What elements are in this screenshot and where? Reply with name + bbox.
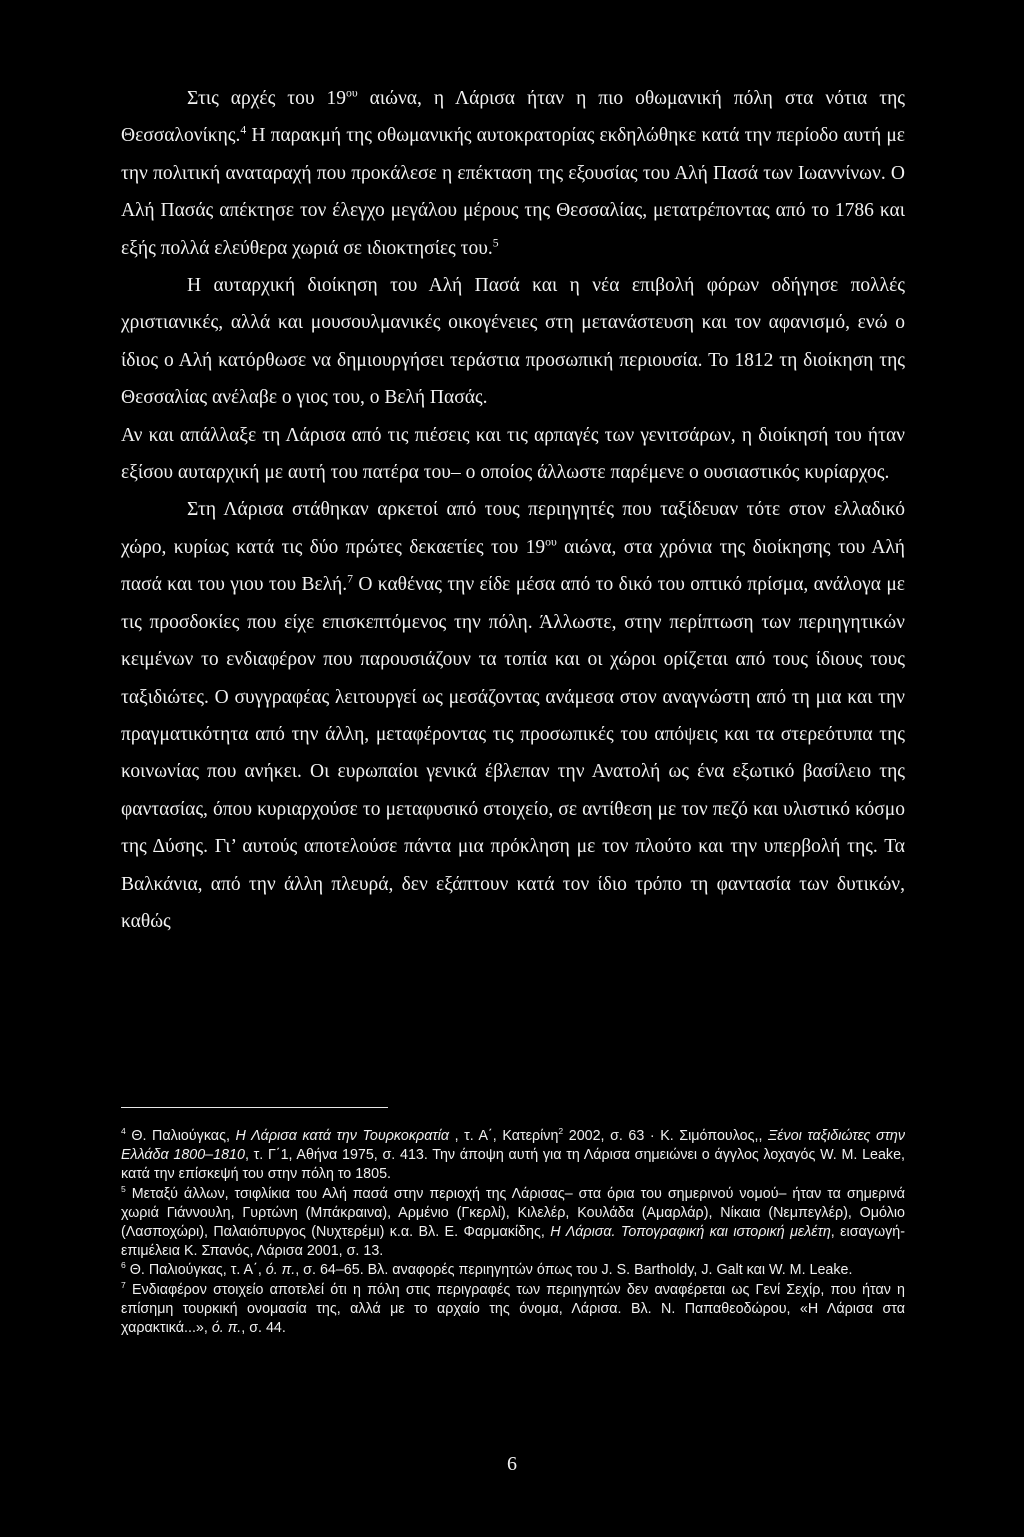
footnote-text: 2002, σ. 63 · Κ. Σιμόπουλος,, — [563, 1128, 768, 1144]
footnote-6 — [121, 1261, 905, 1280]
footnote-number: 6 — [121, 1260, 126, 1271]
paragraph-1-text: Η παρακμή της οθωμανικής αυτοκρατορίας εκδηλώθηκε κατά την περίοδο αυτή με την πολιτική αναταραχή που προκάλεσε η επέκταση της εξουσίας του Αλή Πασά των Ιωαννίνων. Ο Αλή Πασάς απέκτησε τον έλεγχο μεγάλου μέρους της Θεσσαλίας, μετατρέποντας από το 1786 και εξής πολλά ελεύθερα χωριά σε ιδιοκτησίες του. — [121, 125, 905, 259]
edition-superscript: 2 — [558, 1126, 564, 1137]
footnotes — [121, 1127, 905, 1338]
body-text — [121, 80, 905, 940]
footnote-number: 5 — [121, 1183, 126, 1194]
footnote-text: Θ. Παλιούγκας, τ. Α΄, — [125, 1262, 266, 1279]
footnote-text: , σ. 64–65. Βλ. αναφορές περιηγητών όπως του J. S. Bartholdy, J. Galt και W. M. Leake. — [295, 1262, 853, 1279]
footnote-text: Μεταξύ άλλων, τσιφλίκια του Αλή πασά στην περιοχή της Λάρισας– στα όρια του σημερινού νομού– ήταν τα σημερινά χωριά Γιάννουλη, Γυρτώνη (Μπάκραινα), Αρμένιο (Γκερλί), Κιλελέρ, Κουλάδα (Αμαρλάρ), Νίκαια (Νεμπεγλέρ), Ομόλιο (Λασποχώρι), Παλαιόπυργος (Νυχτερέμι) κ.α. Βλ. Ε. Φαρμακίδης, — [121, 1185, 905, 1241]
footnote-divider — [121, 1107, 388, 1108]
footnote-number: 4 — [121, 1126, 126, 1137]
cited-title: Ξένοι ταξιδιώτες στην Ελλάδα 1800–1810 — [121, 1128, 906, 1164]
paragraph-2: Η αυταρχική διοίκηση του Αλή Πασά και η νέα επιβολή φόρων οδήγησε πολλές χριστιανικές, αλλά και μουσουλμανικές οικογένειες στη μετανάστευση και τον αφανισμό, ενώ ο ίδιος ο Αλή κατόρθωσε να δημιουργήσει τεράστια προσωπική περιουσία. Το 1812 τη διοίκηση της Θεσσαλίας ανέλαβε ο γιος του, ο Βελή Πασάς. — [121, 275, 905, 409]
ordinal-superscript: ου — [346, 86, 358, 100]
footnote-text: , τ. Γ΄1, Αθήνα 1975, σ. 413. Την άποψη αυτή για τη Λάρισα σημειώνει ο άγγλος λοχαγός W. M. Leake, κατά την επίσκεψή του στην πόλη το 1805. — [121, 1147, 905, 1183]
footnote-text: Θ. Παλιούγκας, — [125, 1128, 236, 1144]
paragraph-4 — [121, 491, 905, 940]
footnote-ref-5: 5 — [492, 236, 499, 250]
paragraph-3: Αν και απάλλαξε τη Λάρισα από τις πιέσεις και τις αρπαγές των γενιτσάρων, η διοίκησή του ήταν εξίσου αυταρχική με αυτή του πατέρα του– ο οποίος άλλωστε παρέμενε ο ουσιαστικός κυρίαρχος. — [121, 424, 905, 484]
footnote-ref-7: 7 — [347, 572, 353, 586]
cited-title: Η Λάρισα κατά την Τουρκοκρατία — [235, 1128, 450, 1144]
paragraph-4-text: αιώνα, στα χρόνια της διοίκησης του Αλή πασά και του γιου του Βελή. — [121, 536, 905, 596]
paragraph-4-text: Στη Λάρισα στάθηκαν αρκετοί από τους περιηγητές που ταξίδευαν τότε στον ελλαδικό χώρο, κυρίως κατά τις δύο πρώτες δεκαετίες του 19 — [121, 499, 905, 558]
ordinal-superscript: ου — [545, 535, 557, 549]
footnote-text: , εισαγωγή- επιμέλεια Κ. Σπανός, Λάρισα 2001, σ. 13. — [121, 1224, 905, 1260]
op-cit: ό. π. — [265, 1262, 296, 1279]
footnote-4 — [121, 1127, 905, 1185]
paragraph-1-text: αιώνα, η Λάρισα ήταν η πιο οθωμανική πόλη στα νότια της Θεσσαλονίκης. — [121, 88, 905, 147]
footnote-number: 7 — [121, 1279, 126, 1290]
paragraph-1-text: Στις αρχές του 19 — [187, 88, 347, 109]
page-number: 6 — [507, 1453, 517, 1475]
cited-title: Η Λάρισα. Τοπογραφική και ιστορική μελέτη — [550, 1224, 831, 1241]
footnote-text: , σ. 44. — [241, 1320, 286, 1337]
op-cit: ό. π. — [211, 1320, 242, 1337]
footnote-5 — [121, 1185, 905, 1262]
paragraph-1 — [121, 80, 905, 267]
footnote-text: Ενδιαφέρον στοιχείο αποτελεί ότι η πόλη στις περιγραφές των περιηγητών δεν αναφέρεται ως Γενί Σεχίρ, που ήταν η επίσημη τουρκική ονομασία της, αλλά με το αρχαίο της όνομα, Λάρισα. Βλ. Ν. Παπαθεοδώρου, «Η Λάρισα στα χαρακτικά...», — [121, 1281, 905, 1337]
footnote-7 — [121, 1281, 905, 1339]
footnote-text: , τ. Α΄, Κατερίνη — [449, 1128, 559, 1144]
paragraph-4-text: Ο καθένας την είδε μέσα από το δικό του οπτικό πρίσμα, ανάλογα με τις προσδοκίες που είχε επισκεπτόμενος την πόλη. Άλλωστε, στην περίπτωση των περιηγητικών κειμένων το ενδιαφέρον που παρουσιάζουν τα τοπία και οι χώροι ορίζεται από τους ίδιους τους ταξιδιώτες. Ο συγγραφέας λειτουργεί ως μεσάζοντας ανάμεσα στον αναγνώστη από τη μια και την πραγματικότητα από την άλλη, μεταφέροντας τις προσωπικές του απόψεις και τα στερεότυπα της κοινωνίας που ανήκει. Οι ευρωπαίοι γενικά έβλεπαν την Ανατολή ως ένα εξωτικό βασίλειο της φαντασίας, όπου κυριαρχούσε το μεταφυσικό στοιχείο, σε αντίθεση με τον πεζό και υλιστικό κόσμο της Δύσης. Γι’ αυτούς αποτελούσε πάντα μια πρόκληση με τον πλούτο και την υπερβολή της. Τα Βαλκάνια, από την άλλη πλευρά, δεν εξάπτουν κατά τον ίδιο τρόπο τη φαντασία των δυτικών, καθώς — [121, 574, 905, 932]
footnote-ref-4: 4 — [240, 123, 247, 137]
